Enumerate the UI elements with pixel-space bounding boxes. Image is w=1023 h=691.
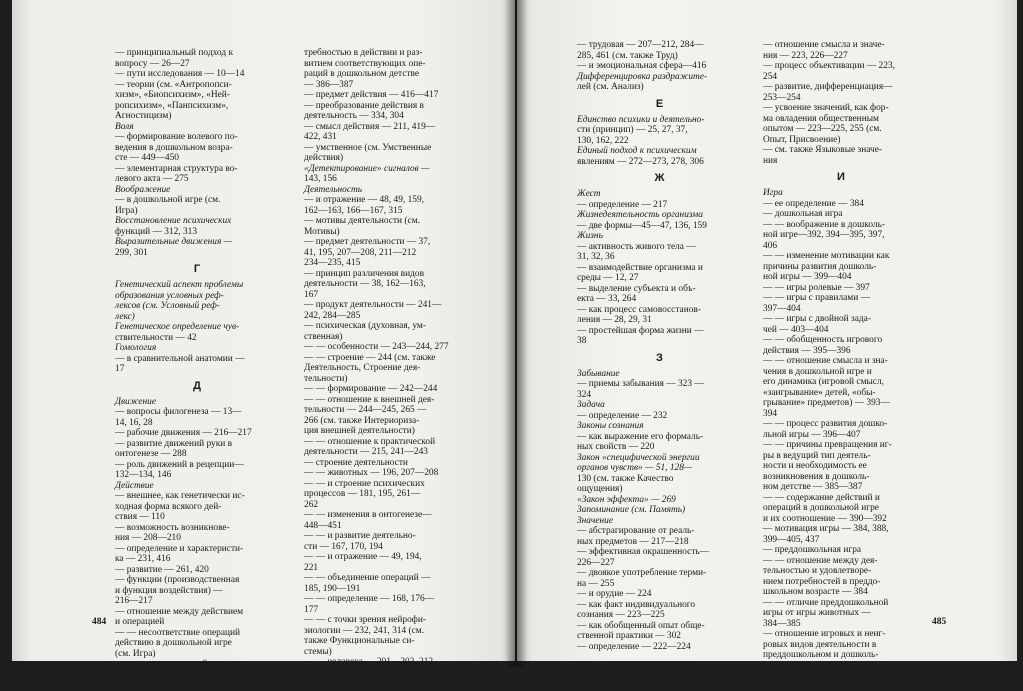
index-entry: стемы) (304, 646, 332, 657)
index-entry: функций — 312, 313 (115, 226, 198, 237)
index-entry: — — особенности — 243—244, 277 (304, 342, 449, 352)
index-entry: — развитие, дифференциация— (763, 82, 893, 92)
index-entry: деятельности — 38, 162—163, (304, 279, 426, 289)
index-heading: «Детектирование» сигналов — (304, 163, 430, 174)
index-entry: — преобразование действия в (304, 100, 424, 111)
index-entry: школьном возрасте — 384 (763, 587, 868, 597)
index-entry: — как выражение его формаль- (577, 431, 704, 442)
index-entry: чения в дошкольной игре и (763, 366, 872, 377)
index-heading: «Закон эффекта» — 269 (577, 494, 676, 505)
page-columns (115, 48, 515, 691)
index-entry: — — с точки зрения нейрофи- (304, 615, 427, 625)
index-entry: ма овладения общественным (763, 113, 879, 124)
page-columns (577, 40, 1017, 671)
index-entry: 130 (см. также Качество (577, 473, 674, 484)
index-heading: Жизнь (577, 231, 603, 241)
index-entry: — — воображение в дошколь- (763, 219, 886, 230)
index-entry: и функция воздействия) — (115, 585, 223, 596)
index-entry: сте — 449—450 (115, 153, 179, 163)
index-entry: — принцип различения видов (304, 268, 424, 279)
index-entry: — формирование волевого по- (115, 132, 238, 142)
index-heading: Жизнедеятельность организма (577, 210, 703, 220)
index-entry: — пути исследования — 10—14 (115, 69, 245, 79)
index-entry: раций в дошкольном детстве (304, 69, 420, 79)
section-letter: Ж (654, 172, 665, 184)
index-entry: 177 (304, 604, 319, 615)
index-entry: — вопросы филогенеза — 13— (115, 407, 242, 417)
index-entry: — продукт деятельности — 241— (304, 300, 442, 310)
index-entry: ния (763, 155, 778, 166)
index-heading: Задача (577, 400, 605, 410)
index-entry: 285, 461 (см. также Труд) (577, 50, 678, 61)
index-entry: — отношение между действием (115, 606, 244, 617)
index-entry: — определение — 232 (577, 410, 668, 421)
index-heading: Гомология (115, 343, 157, 353)
index-entry: 228, 230 (304, 667, 337, 678)
index-entry: — — превращение действия в (115, 659, 237, 669)
index-entry: — предмет действия — 416—417 (304, 90, 439, 100)
index-entry: — двоякое употребление терми- (577, 568, 707, 578)
index-entry: — эффективная окрашенность— (577, 547, 710, 557)
index-entry: — — отношение к практической (304, 436, 436, 447)
index-heading: Генетическое определение чув- (115, 322, 240, 332)
index-entry: — — формирование — 242—244 (304, 384, 438, 394)
index-entry: 216—217 (115, 596, 153, 606)
page-484 (12, 0, 515, 690)
index-entry: — умственное (см. Умственные (304, 142, 432, 153)
index-entry: — дошкольная игра (763, 209, 843, 219)
index-entry: — — человека — 201—202, 212, (304, 657, 436, 667)
index-heading: Законы сознания (577, 421, 644, 431)
index-heading: лексов (см. Условный реф- (115, 301, 220, 311)
index-entry: процессов — 181, 195, 261— (304, 489, 421, 499)
index-entry: сти — 167, 170, 194 (304, 541, 383, 552)
book-gutter (505, 0, 527, 667)
index-entry: 324 (577, 389, 592, 400)
index-entry: — — изменение мотивации как (763, 251, 890, 261)
index-entry: — — и строение психических (304, 478, 425, 489)
index-entry: — отношение смысла и значе- (763, 40, 885, 50)
index-entry: — рабочие движения — 216—217 (115, 428, 252, 438)
index-entry: игры от игры животных — (763, 608, 871, 618)
index-entry: левого акта — 275 (115, 174, 189, 184)
index-heading: Деятельность (304, 184, 363, 195)
index-heading: Игра (763, 188, 783, 198)
index-entry: — — игры с двойной зада- (763, 314, 871, 324)
index-entry: 38 (577, 336, 587, 346)
index-entry: 130, 162, 222 (577, 135, 629, 146)
index-entry: — как обобщенный опыт обще- (577, 620, 705, 631)
index-heading: лекс) (115, 311, 135, 322)
index-entry: — функции (производственная (115, 575, 240, 585)
index-entry: ности и необходимость ее (763, 461, 867, 471)
index-heading: Генетический аспект проблемы (115, 280, 244, 290)
index-entry: — взаимодействие организма и (577, 262, 703, 273)
index-entry: 242, 284—285 (304, 310, 361, 321)
section-letter: Д (193, 379, 201, 392)
index-entry: льной игры — 396—407 (763, 429, 861, 440)
index-entry: онтогенезе — 288 (115, 449, 187, 459)
index-entry: — — отношение смысла и зна- (763, 356, 888, 366)
index-entry: 185, 190—191 (304, 583, 361, 594)
index-entry: 384—385 (763, 618, 801, 629)
index-entry: — — определение — 168, 176— (304, 594, 435, 604)
index-entry: — трудовая — 207—212, 284— (577, 40, 704, 50)
index-entry: тельностью и удовлетворе- (763, 566, 872, 576)
index-entry: его динамика (игровой смысл, (763, 377, 884, 387)
index-entry: — — строение — 244 (см. также (304, 352, 436, 363)
index-entry: Деятельность, Строение дея- (304, 363, 421, 373)
index-entry: — процесс объективации — 223, (763, 61, 895, 71)
index-entry: — роль движений в рецепции— (115, 459, 244, 470)
index-entry: лей (см. Анализ) (577, 82, 644, 92)
index-entry: — — несоответствие операций (115, 627, 241, 638)
index-entry: деятельности — 215, 241—243 (304, 447, 428, 457)
index-entry: — ее определение — 384 (763, 198, 864, 209)
index-entry: — определение — 217 (577, 199, 668, 210)
index-entry: сти (принцип) — 25, 27, 37, (577, 125, 688, 135)
page-number: 485 (932, 617, 947, 627)
index-entry: — отношение игровых и неиг- (763, 629, 886, 639)
page-485 (517, 0, 1017, 671)
index-entry: деятельность — 334, 304 (304, 111, 404, 121)
index-entry: преддошкольном и дошколь- (763, 650, 879, 660)
index-entry: — — и развитие деятельно- (304, 531, 416, 541)
index-entry: — — животных — 196, 207—208 (304, 468, 439, 478)
index-entry: — — обобщенность игрового (763, 335, 883, 345)
index-heading: Восстановление психических (115, 216, 232, 226)
index-entry: хизм», «Биопсихизм», «Ней- (115, 90, 230, 100)
index-entry: и их соотношение — 390—392 (763, 513, 887, 524)
index-column-right-1 (577, 40, 742, 671)
index-entry: — см. также Языковые значе- (763, 145, 883, 155)
index-entry: ной игре—392, 394—395, 397, (763, 230, 885, 240)
index-entry: явлениям — 272—273, 278, 306 (577, 156, 704, 167)
index-column-right-2 (763, 40, 919, 671)
index-entry: — — причины превращения иг- (763, 440, 892, 450)
index-entry: ропсихизм», «Панпсихизм», (115, 100, 229, 111)
index-entry: ходная форма всякого дей- (115, 501, 222, 512)
index-entry: Мотивы) (304, 226, 340, 237)
index-entry: на — 255 (577, 578, 615, 589)
index-entry: операцию — 422—424, 428 (115, 669, 226, 680)
index-entry: — выделение субъекта и объ- (577, 283, 696, 294)
index-entry: (см. Игра) (115, 648, 156, 659)
index-entry: — и орудие — 224 (577, 589, 652, 599)
index-heading: Жест (577, 189, 601, 199)
index-entry: — как факт индивидуального (577, 599, 696, 610)
index-entry: — — игры ролевые — 397 (763, 282, 870, 293)
section-letter: И (837, 171, 845, 183)
index-entry: витием соответствующих опе- (304, 58, 426, 69)
index-entry: — — процесс развития дошко- (763, 419, 888, 429)
index-entry: — — игры с правилами — (763, 293, 870, 303)
index-entry: — развитие движений руки в (115, 438, 233, 449)
index-entry: 422, 431 (304, 132, 337, 142)
index-entry: тельности) (304, 373, 348, 384)
index-entry: 394 (763, 408, 778, 419)
index-entry: — — отличие преддошкольной (763, 597, 889, 608)
index-entry: и операцией (115, 617, 165, 627)
index-entry: — простейшая форма жизни — (577, 325, 704, 336)
index-entry: — возможность возникнове- (115, 522, 230, 533)
index-heading: Выразительные движения — (115, 237, 232, 247)
index-entry: Агностицизм) (115, 111, 172, 121)
index-entry: 143, 156 (304, 174, 337, 184)
index-column-left-1 (115, 48, 279, 691)
index-heading: Запоминание (см. Память) (577, 505, 686, 515)
index-entry: — — и отражение — 49, 194, (304, 552, 422, 562)
index-heading: Единство психики и деятельно- (577, 114, 705, 125)
index-entry: — активность живого тела — (577, 241, 696, 252)
index-entry: — как процесс самовосстанов- (577, 304, 701, 315)
index-entry: операций в дошкольной игре (763, 503, 879, 513)
section-letter: Г (193, 263, 201, 275)
index-entry: ощущения) (577, 484, 623, 494)
index-entry: — определение — 222—224 (577, 641, 691, 652)
index-entry: — предмет деятельности — 37, (304, 237, 431, 247)
index-entry: — — объединение операций — (304, 573, 431, 583)
index-entry: возникновения в дошколь- (763, 471, 870, 482)
index-entry: ровых видов деятельности в (763, 639, 877, 650)
index-entry: — — изменения в онтогенезе— (304, 510, 432, 520)
index-entry: ления — 28, 29, 31 (577, 315, 652, 325)
index-entry: Игра) (115, 205, 138, 216)
index-entry: — развитие — 261, 420 (115, 564, 209, 575)
index-entry: — приемы забывания — 323 — (577, 379, 704, 389)
index-entry: — в дошкольной игре (см. (115, 195, 221, 205)
index-entry: 167 (304, 289, 319, 300)
index-entry: тельности — 244—245, 265 — (304, 405, 427, 415)
index-heading: Дифференцировка раздражите- (577, 71, 708, 82)
index-entry: ствия — 110 (115, 512, 165, 522)
index-entry: 266 (см. также Интериориза- (304, 415, 420, 426)
index-entry: ния — 223, 226—227 (763, 50, 848, 61)
index-heading: Забывание (577, 368, 620, 379)
index-entry: — мотивы деятельности (см. (304, 216, 420, 226)
index-entry: — принципиальный подход к (115, 48, 234, 58)
index-entry: Опыт, Присвоение) (763, 134, 841, 145)
index-entry: «заигрывание» детей, «обы- (763, 387, 876, 398)
index-entry: — 386—387 (304, 79, 354, 90)
index-entry: — определение и характеристи- (115, 543, 244, 554)
index-entry: 262 (304, 499, 319, 510)
index-entry: ния — 208—210 (115, 533, 181, 543)
index-entry: ственной практики — 302 (577, 631, 681, 641)
index-entry: причины развития дошколь- (763, 261, 877, 272)
index-entry: 254 (763, 71, 778, 82)
index-heading: Воля (115, 121, 134, 132)
index-entry: — мотивация игры — 384, 388, (763, 524, 889, 534)
index-entry: 399—405, 437 (763, 534, 820, 545)
index-entry: ка — 231, 416 (115, 554, 171, 564)
index-entry: — усвоение значений, как фор- (763, 103, 889, 113)
index-entry: екта — 33, 264 (577, 294, 637, 304)
index-entry: действию в дошкольной игре (115, 638, 232, 648)
index-entry: 448—451 (304, 520, 342, 531)
index-entry: 397—404 (763, 303, 801, 314)
index-entry: — — отношение между дея- (763, 555, 878, 566)
index-heading: Значение (577, 515, 613, 526)
index-entry: зиологии — 232, 241, 314 (см. (304, 625, 425, 636)
index-entry: — и отражение — 48, 49, 159, (304, 195, 425, 205)
index-entry: — — содержание действий и (763, 492, 880, 503)
section-letter: Е (655, 97, 664, 110)
index-entry: 253—254 (763, 92, 801, 103)
index-entry: опытом — 223—225, 255 (см. (763, 124, 882, 134)
index-entry: 162—163, 166—167, 315 (304, 205, 403, 216)
index-entry: — строение деятельности (304, 457, 408, 468)
page-number: 484 (92, 617, 107, 627)
index-entry: — и эмоциональная сфера—416 (577, 61, 707, 71)
index-heading: Единый подход к психическим (577, 146, 697, 156)
index-entry: чей — 403—404 (763, 324, 829, 335)
index-entry: — преддошкольная игра (763, 545, 862, 555)
index-entry: 14, 16, 28 (115, 417, 153, 428)
index-entry: грывание» предметов) — 393— (763, 398, 890, 408)
index-entry: — абстрагирование от реаль- (577, 526, 695, 536)
index-entry: — элементарная структура во- (115, 163, 238, 174)
index-entry: вопросу — 26—27 (115, 58, 190, 69)
index-heading: Действие (115, 480, 154, 491)
index-entry: 132—134, 146 (115, 470, 172, 480)
index-entry: — — отношение к внешней дея- (304, 394, 435, 405)
index-entry: нием потребностей в преддо- (763, 576, 881, 587)
index-entry: также Функциональные си- (304, 636, 415, 646)
index-entry: ной игры — 399—404 (763, 272, 852, 282)
index-entry: — две формы—45—47, 136, 159 (577, 220, 707, 231)
index-entry: 17 (115, 364, 125, 374)
index-entry: ствительности — 42 (115, 332, 197, 343)
index-entry: ном детстве — 385—387 (763, 482, 863, 492)
index-entry: 221 (304, 562, 319, 573)
index-entry: требностью в действии и раз- (304, 48, 423, 58)
index-entry: 234—235, 415 (304, 258, 361, 268)
index-entry: ведения в дошкольном возра- (115, 142, 233, 153)
index-entry: — внешнее, как генетически ис- (115, 491, 245, 501)
index-entry: ственная) (304, 331, 343, 342)
index-entry: ных свойств — 220 (577, 442, 655, 452)
index-heading: образования условных реф- (115, 290, 224, 301)
index-column-left-2 (304, 48, 471, 691)
index-entry: ция внешней деятельности) (304, 426, 415, 436)
index-entry: 299, 301 (115, 247, 148, 258)
index-entry: сознания — 223—225 (577, 610, 665, 620)
index-heading: Воображение (115, 184, 171, 195)
index-entry: — психическая (духовная, ум- (304, 321, 426, 331)
index-entry: ном детстве — 385 (763, 660, 839, 671)
index-entry: — смысл действия — 211, 419— (304, 121, 436, 132)
index-heading: Закон «специфической энергии (577, 452, 700, 463)
index-entry: 41, 195, 207—208, 211—212 (304, 247, 417, 258)
index-heading: Движение (115, 396, 156, 407)
index-entry: — — противоречие между по- (115, 680, 237, 690)
index-entry: среды — 12, 27 (577, 273, 639, 283)
index-entry: действия — 395—396 (763, 345, 851, 356)
index-entry: действия) (304, 153, 344, 163)
section-letter: З (656, 351, 663, 364)
index-entry: — теории (см. «Антропопси- (115, 79, 232, 90)
index-entry: — в сравнительной анатомии — (115, 353, 245, 364)
index-heading: органов чувств» — 51, 128— (577, 463, 693, 473)
index-entry: ных предметов — 217—218 (577, 536, 689, 547)
index-entry: 406 (763, 240, 778, 251)
index-entry: 31, 32, 36 (577, 252, 615, 262)
index-entry: ры в ведущий тип деятель- (763, 450, 871, 461)
index-entry: 226—227 (577, 557, 615, 568)
